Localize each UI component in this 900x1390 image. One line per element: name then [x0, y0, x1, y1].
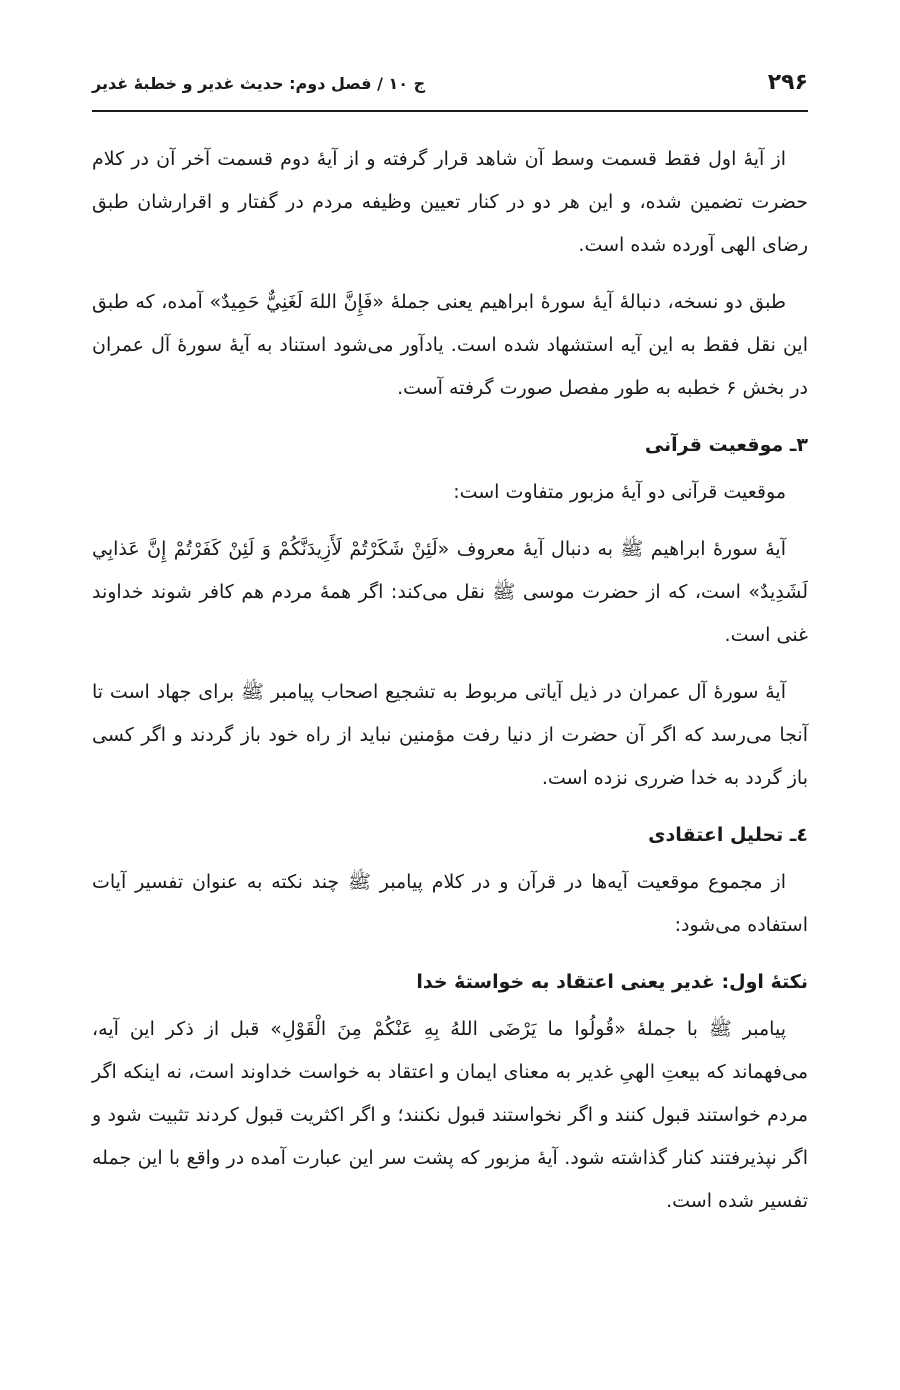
book-page [92, 70, 808, 1350]
running-head [92, 70, 808, 112]
paragraph-7: پیامبر ﷺ با جملهٔ «قُولُوا ما يَرْضَى اللهُ بِهِ عَنْكُمْ مِنَ الْقَوْلِ» قبل از ذکر این آیه، می‌فهماند که بیعتِ الهیِ غدیر به معنای ایمان و اعتقاد به خواست خداوند است، نه اینکه اگر مردم خواستند قبول کنند و اگر نخواستند قبول نکنند؛ و اگر اکثریت قبول کردند تثبیت شود و اگر نپذیرفتند کنار گذاشته شود. آیهٔ مزبور که پشت سر این عبارت آمده در واقع با این جمله تفسیر شده است. [92, 1018, 808, 1212]
paragraph-3: موقعیت قرآنی دو آیهٔ مزبور متفاوت است: [453, 481, 786, 503]
paragraph-4: آیهٔ سورهٔ ابراهیم ﷺ به دنبال آیهٔ معروف «لَئِنْ شَكَرْتُمْ لَأَزِيدَنَّكُمْ وَ لَئِنْ كَفَرْتُمْ إِنَّ عَذابِي لَشَدِيدٌ» است، که از حضرت موسی ﷺ نقل می‌کند: اگر همهٔ مردم هم کافر شوند خداوند غنی است. [92, 538, 808, 646]
subsection-heading-1: نکتهٔ اول: غدیر یعنی اعتقاد به خواستهٔ خدا [416, 971, 808, 993]
paragraph-1: از آیهٔ اول فقط قسمت وسط آن شاهد قرار گرفته و از آیهٔ دوم قسمت آخر آن در کلام حضرت تضمین شده، و این هر دو در کنار تعیین وظیفه مردم در گفتار و اقرارشان طبق رضای الهی آورده شده است. [92, 148, 808, 256]
page-body [92, 138, 808, 1223]
section-heading-4: ٤ـ تحلیل اعتقادی [648, 824, 808, 846]
paragraph-2: طبق دو نسخه، دنبالهٔ آیهٔ سورهٔ ابراهیم یعنی جملهٔ «فَإِنَّ اللهَ لَغَنِيٌّ حَمِيدٌ» آمده، که طبق این نقل فقط به این آیه استشهاد شده است. یادآور می‌شود استناد به آیهٔ سورهٔ آل عمران در بخش ۶ خطبه به طور مفصل صورت گرفته آست. [92, 291, 808, 399]
paragraph-6: از مجموع موقعیت آیه‌ها در قرآن و در کلام پیامبر ﷺ چند نکته به عنوان تفسیر آیات استفاده می‌شود: [92, 871, 808, 936]
section-heading-3: ۳ـ موقعیت قرآنی [644, 434, 808, 456]
paragraph-5: آیهٔ سورهٔ آل عمران در ذیل آیاتی مربوط به تشجیع اصحاب پیامبر ﷺ برای جهاد است تا آنجا می‌رسد که اگر آن حضرت از دنیا رفت مؤمنین نباید از راه خود باز گردند و اگر کسی باز گردد به خدا ضرری نزده است. [92, 681, 808, 789]
page-number: ۲۹۶ [767, 70, 808, 95]
running-title: ج ۱۰ / فصل دوم: حدیث غدیر و خطبهٔ غدیر [92, 74, 426, 93]
